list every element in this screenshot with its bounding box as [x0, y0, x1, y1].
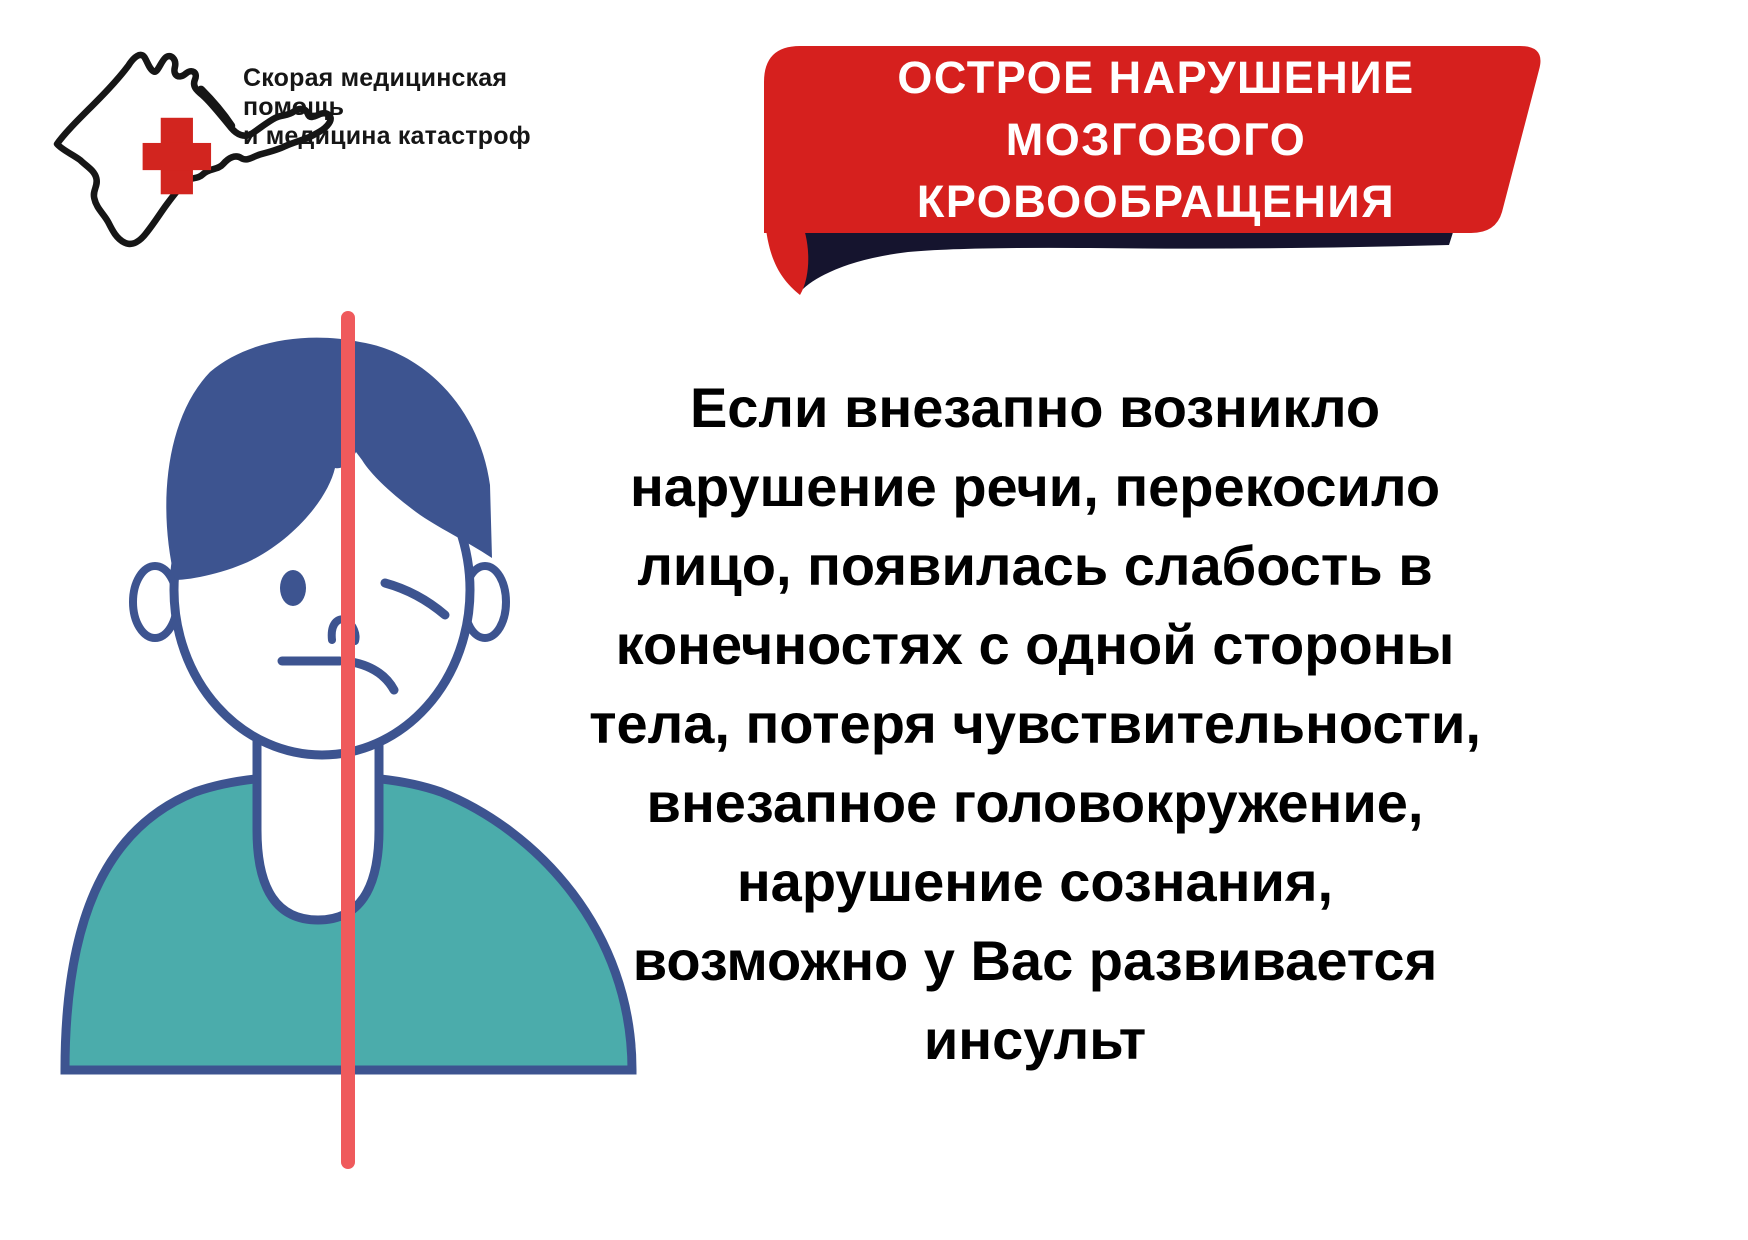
symptoms-line: инсульт [923, 1008, 1147, 1071]
symptoms-line: нарушение речи, перекосило [629, 455, 1441, 518]
symptoms-line: конечностях с одной стороны [615, 613, 1455, 676]
org-name-line1: Скорая медицинская помощь [243, 64, 508, 121]
symptoms-line: Если внезапно возникло [689, 376, 1381, 439]
symptoms-line: лицо, появилась слабость в [637, 534, 1433, 597]
poster-title [770, 47, 1542, 233]
symptoms-line: нарушение сознания, [736, 850, 1334, 913]
org-name [243, 64, 583, 151]
symptoms-line: внезапное головокружение, [646, 771, 1424, 834]
title-line: МОЗГОВОГО [1005, 114, 1307, 165]
ribbon-shadow [778, 226, 1455, 292]
red-cross-icon [143, 143, 211, 170]
symptoms-line: возможно у Вас развивается [632, 929, 1438, 992]
org-name-line2: и медицина катастроф [243, 122, 531, 150]
symptoms-text [565, 368, 1505, 1079]
title-line: ОСТРОЕ НАРУШЕНИЕ [897, 52, 1415, 103]
symptoms-line: тела, потеря чувствительности, [589, 692, 1481, 755]
open-eye [280, 570, 306, 606]
title-line: КРОВООБРАЩЕНИЯ [916, 176, 1396, 227]
